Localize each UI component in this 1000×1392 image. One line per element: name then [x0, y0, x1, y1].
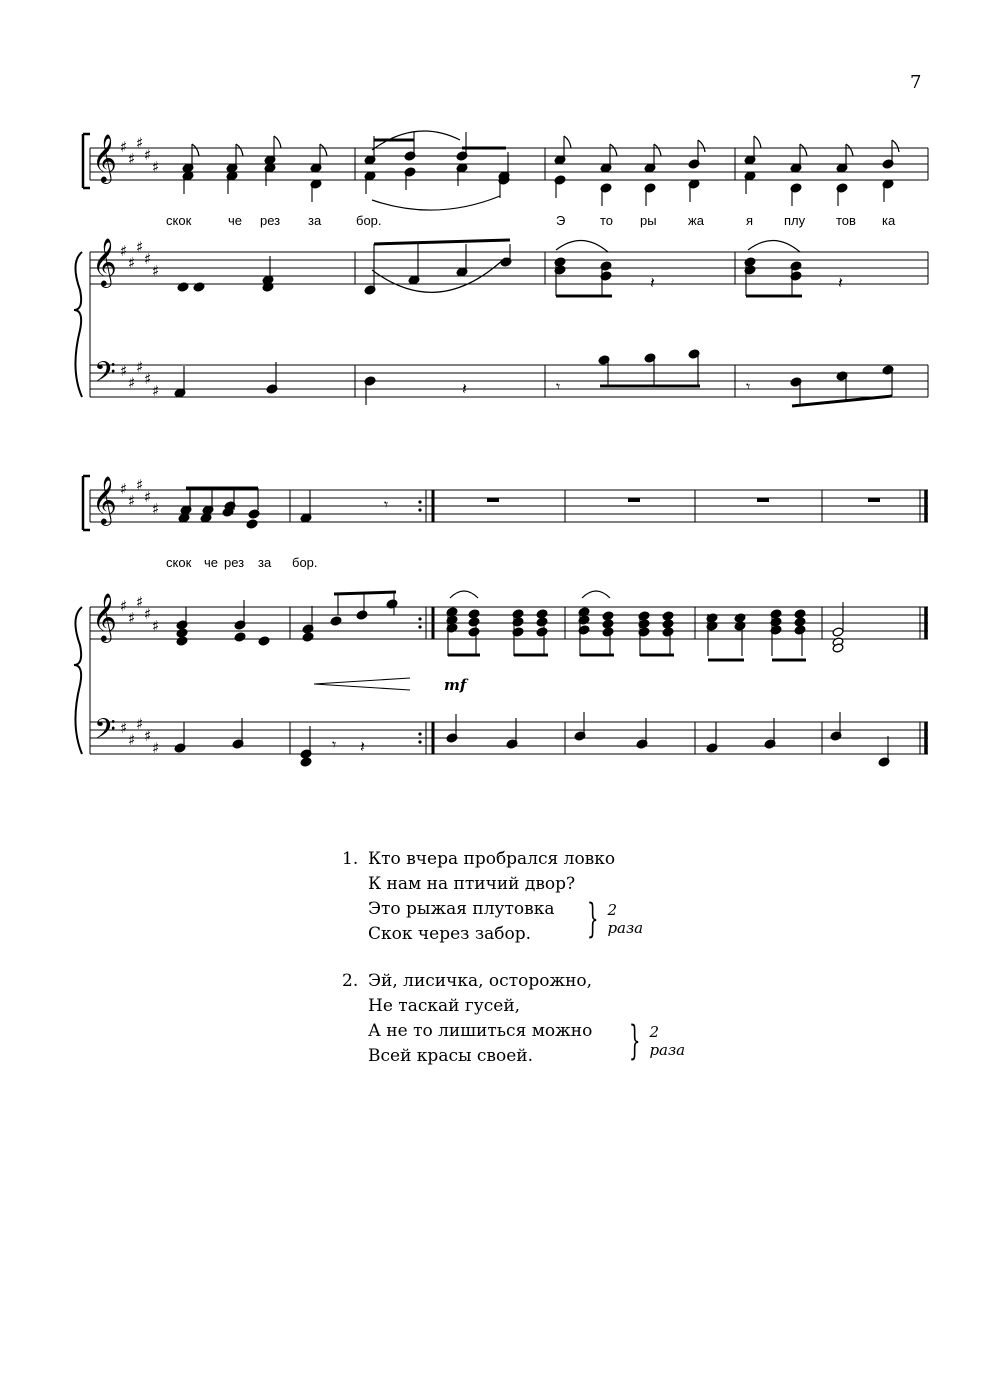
sharp-icon: ♯: [144, 605, 152, 623]
note-flag: [274, 136, 281, 148]
eighth-rest-icon: 𝄾: [556, 377, 561, 396]
note-flag: [892, 140, 899, 152]
note-flag: [564, 136, 571, 148]
lyric-syllable: скок: [166, 213, 192, 228]
treble-clef-icon: 𝄞: [92, 475, 117, 524]
note-head: [468, 627, 480, 637]
treble-clef-icon: 𝄞: [92, 592, 117, 641]
sharp-icon: ♯: [128, 609, 136, 627]
note-head: [193, 282, 205, 292]
rest-icon: 𝄽: [650, 273, 655, 292]
note-head: [302, 632, 314, 642]
note-head: [536, 609, 548, 619]
repeat-dot: [418, 617, 421, 620]
eighth-rest-icon: 𝄾: [746, 377, 751, 396]
sharp-icon: ♯: [152, 617, 160, 635]
lyric-syllable: бор.: [292, 555, 318, 570]
note-flag: [800, 144, 807, 156]
lyric-syllable: скок: [166, 555, 192, 570]
sharp-icon: ♯: [152, 500, 160, 518]
slur: [582, 591, 610, 598]
lyric-syllable: Э: [556, 213, 566, 228]
sharp-icon: ♯: [152, 158, 160, 176]
sharp-icon: ♯: [128, 492, 136, 510]
note-head: [536, 617, 548, 627]
page-number: 7: [910, 72, 922, 93]
sharp-icon: ♯: [136, 476, 144, 494]
note-head: [176, 636, 188, 646]
system-bracket: [83, 134, 90, 188]
sharp-icon: ♯: [144, 370, 152, 388]
note-head: [246, 519, 258, 529]
whole-rest-icon: [487, 498, 499, 502]
lyric-syllable: бор.: [356, 213, 382, 228]
repeat-dot: [418, 740, 421, 743]
slur: [556, 240, 608, 252]
rest-icon: 𝄽: [360, 737, 365, 756]
lyric-syllable: ка: [882, 213, 896, 228]
dynamic-marking: mf: [444, 676, 467, 694]
note-head: [356, 610, 368, 620]
sharp-icon: ♯: [136, 134, 144, 152]
note-head: [300, 757, 312, 767]
repeat-dot: [418, 508, 421, 511]
lyric-syllable: тов: [836, 213, 856, 228]
sharp-icon: ♯: [136, 238, 144, 256]
note-head: [177, 282, 189, 292]
note-head: [258, 636, 270, 646]
verse-line: Всей красы своей.: [368, 1046, 534, 1066]
note-beam: [374, 240, 510, 244]
crescendo-hairpin: [314, 678, 410, 690]
whole-rest-icon: [757, 498, 769, 502]
eighth-rest-icon: 𝄾: [384, 495, 389, 514]
system-bracket: [83, 476, 90, 530]
lyric-syllable: че: [228, 213, 243, 228]
treble-clef-icon: 𝄞: [92, 133, 117, 182]
lyric-syllable: рез: [224, 555, 245, 570]
note-head: [734, 613, 746, 623]
lyrics-system-1: [166, 213, 896, 228]
verses-block: [342, 847, 686, 1091]
note-head: [176, 628, 188, 638]
note-head: [468, 617, 480, 627]
note-head: [794, 609, 806, 619]
piano-brace: [74, 607, 82, 754]
verse-2: [342, 969, 686, 1069]
note-head: [832, 627, 844, 637]
verse-number: 1.: [342, 849, 359, 869]
sharp-icon: ♯: [120, 597, 128, 615]
note-head: [234, 632, 246, 642]
repeat-mark: [622, 1018, 686, 1064]
sharp-icon: ♯: [120, 362, 128, 380]
lyrics-system-2: [166, 555, 318, 570]
note-flag: [610, 144, 617, 156]
sharp-icon: ♯: [152, 739, 160, 757]
sharp-icon: ♯: [120, 719, 128, 737]
verse-line: Это рыжая плутовка: [368, 899, 555, 919]
note-head: [330, 616, 342, 626]
lyric-syllable: жа: [688, 213, 704, 228]
note-flag: [654, 144, 661, 156]
lyric-syllable: ры: [640, 213, 657, 228]
note-flag: [846, 144, 853, 156]
whole-rest-icon: [868, 498, 880, 502]
verse-number: 2.: [342, 971, 359, 991]
sharp-icon: ♯: [144, 488, 152, 506]
verse-1: [342, 847, 644, 947]
bass-clef-icon: 𝄢: [94, 356, 116, 396]
lyric-syllable: плу: [784, 213, 806, 228]
note-beam: [334, 592, 396, 594]
note-head: [662, 611, 674, 621]
lyric-syllable: рез: [260, 213, 281, 228]
note-head: [468, 609, 480, 619]
note-head: [662, 619, 674, 629]
treble-clef-icon: 𝄞: [92, 237, 117, 286]
slur: [372, 258, 505, 292]
sharp-icon: ♯: [144, 727, 152, 745]
verse-line: Скок через забор.: [368, 924, 531, 944]
note-head: [386, 599, 398, 609]
note-head: [794, 617, 806, 627]
brace-icon: }: [586, 896, 599, 942]
rest-icon: 𝄽: [462, 379, 467, 398]
sharp-icon: ♯: [152, 382, 160, 400]
note-flag: [698, 140, 705, 152]
sharp-icon: ♯: [136, 715, 144, 733]
repeat-label: 2 раза: [607, 901, 644, 937]
lyric-syllable: я: [746, 213, 754, 228]
verse-line: К нам на птичий двор?: [368, 874, 576, 894]
sharp-icon: ♯: [120, 242, 128, 260]
slur: [372, 196, 500, 210]
verse-line: Эй, лисичка, осторожно,: [368, 971, 593, 991]
lyric-syllable: то: [600, 213, 614, 228]
sharp-icon: ♯: [128, 150, 136, 168]
sharp-icon: ♯: [128, 731, 136, 749]
eighth-rest-icon: 𝄾: [332, 735, 337, 754]
brace-icon: }: [628, 1018, 641, 1064]
lyric-syllable: за: [308, 213, 322, 228]
repeat-dot: [418, 500, 421, 503]
note-head: [662, 627, 674, 637]
repeat-label: 2 раза: [649, 1023, 686, 1059]
note-flag: [754, 136, 761, 148]
repeat-dot: [418, 625, 421, 628]
note-head: [794, 625, 806, 635]
sharp-icon: ♯: [136, 593, 144, 611]
slur: [748, 240, 800, 252]
note-flag: [236, 144, 243, 156]
verse-line: А не то лишиться можно: [368, 1021, 593, 1041]
verse-line: Кто вчера пробрался ловко: [368, 849, 616, 869]
note-head: [248, 509, 260, 519]
sharp-icon: ♯: [120, 480, 128, 498]
note-head: [602, 627, 614, 637]
note-head: [536, 627, 548, 637]
bass-clef-icon: 𝄢: [94, 713, 116, 753]
lyric-syllable: за: [258, 555, 272, 570]
note-flag: [320, 144, 327, 156]
sharp-icon: ♯: [136, 358, 144, 376]
note-head: [734, 621, 746, 631]
repeat-mark: [580, 896, 644, 942]
lyric-syllable: че: [204, 555, 219, 570]
piano-brace: [74, 252, 82, 397]
note-head: [602, 611, 614, 621]
rest-icon: 𝄽: [838, 273, 843, 292]
whole-rest-icon: [628, 498, 640, 502]
sharp-icon: ♯: [128, 374, 136, 392]
note-head: [602, 619, 614, 629]
sharp-icon: ♯: [152, 262, 160, 280]
repeat-dot: [418, 732, 421, 735]
verse-line: Не таскай гусей,: [368, 996, 521, 1016]
sharp-icon: ♯: [144, 250, 152, 268]
sharp-icon: ♯: [144, 146, 152, 164]
slur: [450, 591, 478, 598]
sharp-icon: ♯: [128, 254, 136, 272]
sharp-icon: ♯: [120, 138, 128, 156]
note-flag: [192, 144, 199, 156]
